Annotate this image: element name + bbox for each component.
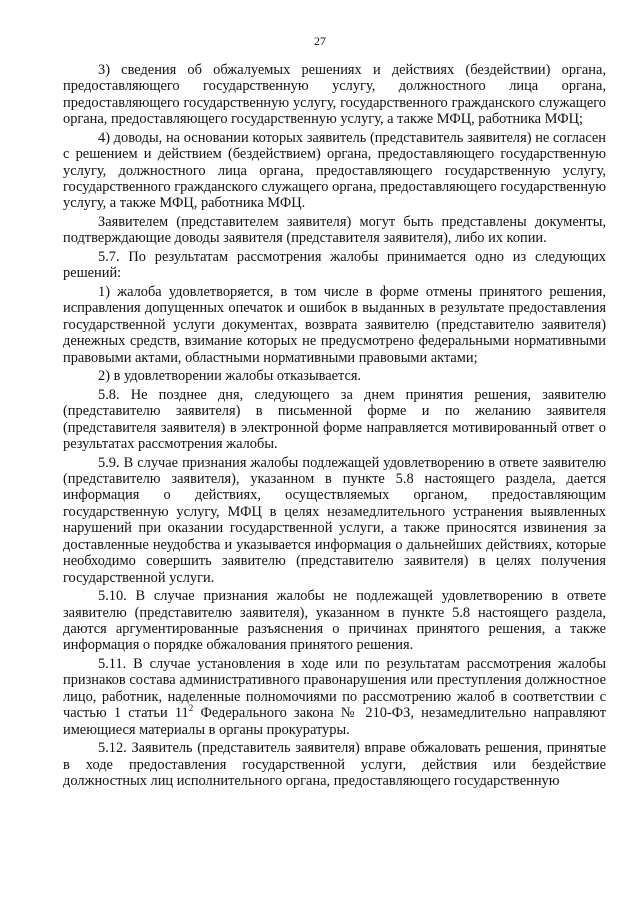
- paragraph-5-7-option-2: 2) в удовлетворении жалобы отказывается.: [98, 368, 362, 385]
- paragraph-5-11-text-before: 5.11. В случае установления в ходе или по результатам рассмотрения жалобы признаков состава административного правонарушения или преступления должностное лицо, работник, наделенные полномочиями по рассмотрению жалоб в соответствии с частью 1 статьи 11: [63, 655, 606, 722]
- paragraph-item-4: 4) доводы, на основании которых заявитель (представитель заявителя) не согласен с решением и действием (бездействием) органа, предоставляющего государственную услугу, должностного лица органа, предоставляющего государственную услугу, государственного гражданского служащего органа, предоставляющего государственную услугу, а также МФЦ, работника МФЦ.: [63, 129, 606, 212]
- paragraph-5-9: 5.9. В случае признания жалобы подлежащей удовлетворению в ответе заявителю (представителю заявителя), указанном в пункте 5.8 настоящего раздела, дается информация о действиях, осуществляемых органом, предоставляющим государственную услугу, МФЦ в целях незамедлительного устранения выявленных нарушений при оказании государственной услуги, а также приносятся извинения за доставленные неудобства и указывается информация о дальнейших действиях, которые необходимо совершить заявителю (представителю заявителя) в целях получения государственной услуги.: [63, 454, 606, 586]
- document-body: [63, 62, 606, 792]
- superscript-article-number: 2: [188, 703, 194, 714]
- paragraph-5-11: [63, 656, 606, 738]
- paragraph-5-10: 5.10. В случае признания жалобы не подлежащей удовлетворению в ответе заявителю (представителю заявителя), указанном в пункте 5.8 настоящего раздела, даются аргументированные разъяснения о причинах принятого решения, а также информация о порядке обжалования принятого решения.: [63, 588, 606, 654]
- paragraph-5-11-text-after: Федерального закона № 210-ФЗ, незамедлительно направляют имеющиеся материалы в органы прокуратуры.: [63, 705, 606, 738]
- page-number: 27: [314, 34, 326, 48]
- paragraph-5-8: 5.8. Не позднее дня, следующего за днем принятия решения, заявителю (представителю заявителя) в письменной форме и по желанию заявителя (представителя заявителя) в электронной форме направляется мотивированный ответ о результатах рассмотрения жалобы.: [63, 386, 606, 453]
- paragraph-item-3: 3) сведения об обжалуемых решениях и действиях (бездействии) органа, предоставляющего государственную услугу, должностного лица органа, предоставляющего государственную услугу, государственного гражданского служащего органа, предоставляющего государственную услугу, а также МФЦ, работника МФЦ;: [63, 62, 606, 128]
- paragraph-5-7-option-1: 1) жалоба удовлетворяется, в том числе в форме отмены принятого решения, исправления допущенных опечаток и ошибок в выданных в результате предоставления государственной услуги документах, возврата заявителю (представителю заявителя) денежных средств, взимание которых не предусмотрено федеральными нормативными правовыми актами, областными нормативными правовыми актами;: [63, 284, 606, 366]
- paragraph-5-7: 5.7. По результатам рассмотрения жалобы принимается одно из следующих решений:: [63, 249, 606, 282]
- paragraph-5-12: 5.12. Заявитель (представитель заявителя) вправе обжаловать решения, принятые в ходе предоставления государственной услуги, действия или бездействие должностных лиц исполнительного органа, предоставляющего государственную: [63, 740, 606, 789]
- paragraph-supporting-documents: Заявителем (представителем заявителя) могут быть представлены документы, подтверждающие доводы заявителя (представителя заявителя), либо их копии.: [63, 214, 606, 247]
